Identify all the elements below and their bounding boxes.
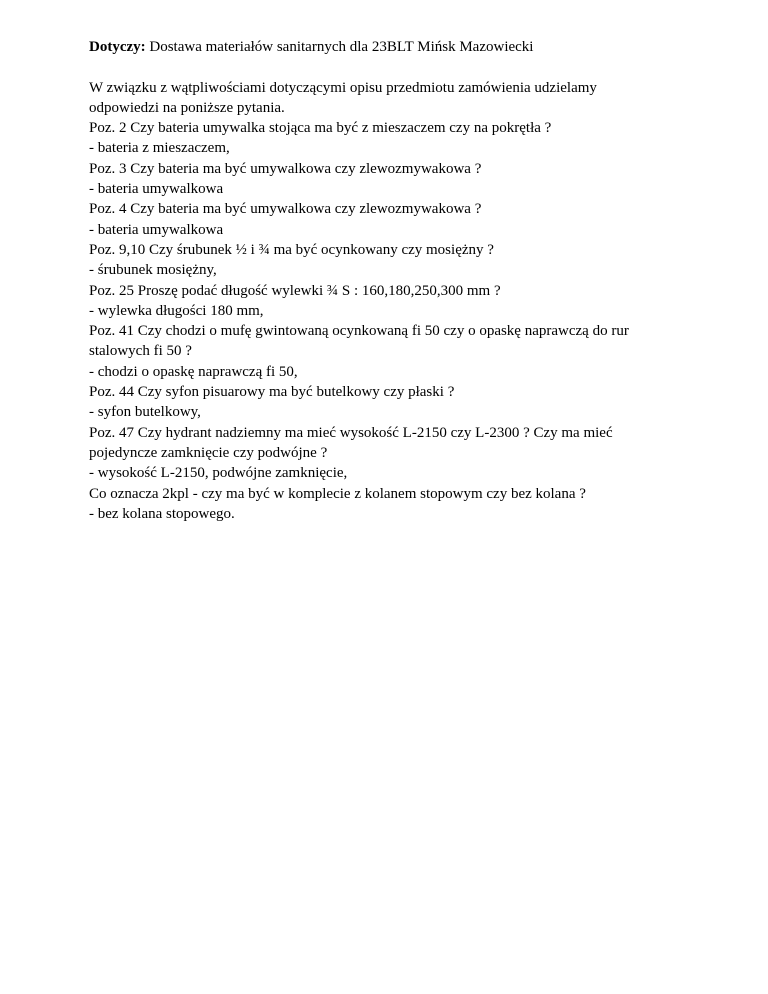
question-line: Poz. 25 Proszę podać długość wylewki ¾ S : 160,180,250,300 mm ? [89, 282, 501, 299]
question-line: Poz. 2 Czy bateria umywalka stojąca ma być z mieszaczem czy na pokrętła ? [89, 120, 552, 137]
answer-line: - wylewka długości 180 mm, [89, 302, 264, 319]
question-line: Poz. 9,10 Czy śrubunek ½ i ¾ ma być ocynkowany czy mosiężny ? [89, 241, 494, 258]
answer-line: - chodzi o opaskę naprawczą fi 50, [89, 363, 298, 380]
question-line: Poz. 44 Czy syfon pisuarowy ma być butelkowy czy płaski ? [89, 384, 455, 401]
subject-line [89, 37, 709, 57]
subject-text: Dostawa materiałów sanitarnych dla 23BLT Mińsk Mazowiecki [145, 39, 534, 55]
question-line: Poz. 4 Czy bateria ma być umywalkowa czy zlewozmywakowa ? [89, 201, 482, 218]
answer-line: - wysokość L-2150, podwójne zamknięcie, [89, 465, 348, 482]
question-line-continued: stalowych fi 50 ? [89, 343, 192, 360]
answer-line: - bez kolana stopowego. [89, 505, 235, 522]
question-line: Poz. 41 Czy chodzi o mufę gwintowaną ocynkowaną fi 50 czy o opaskę naprawczą do rur [89, 323, 629, 340]
answer-line: - syfon butelkowy, [89, 404, 201, 421]
body-line: W związku z wątpliwościami dotyczącymi opisu przedmiotu zamówienia udzielamy [89, 79, 597, 96]
question-line-continued: pojedyncze zamknięcie czy podwójne ? [89, 444, 328, 461]
paragraph-spacer [89, 57, 709, 77]
subject-label: Dotyczy: [89, 39, 146, 55]
answer-line: - bateria umywalkowa [89, 181, 224, 198]
document-body [89, 37, 709, 524]
answer-line: - bateria umywalkowa [89, 221, 224, 238]
answer-line: - śrubunek mosiężny, [89, 262, 217, 279]
question-line: Poz. 3 Czy bateria ma być umywalkowa czy zlewozmywakowa ? [89, 160, 482, 177]
answer-line: - bateria z mieszaczem, [89, 140, 230, 157]
question-line: Poz. 47 Czy hydrant nadziemny ma mieć wysokość L-2150 czy L-2300 ? Czy ma mieć [89, 424, 613, 441]
question-line: Co oznacza 2kpl - czy ma być w komplecie z kolanem stopowym czy bez kolana ? [89, 485, 586, 502]
body-line: odpowiedzi na poniższe pytania. [89, 99, 285, 116]
